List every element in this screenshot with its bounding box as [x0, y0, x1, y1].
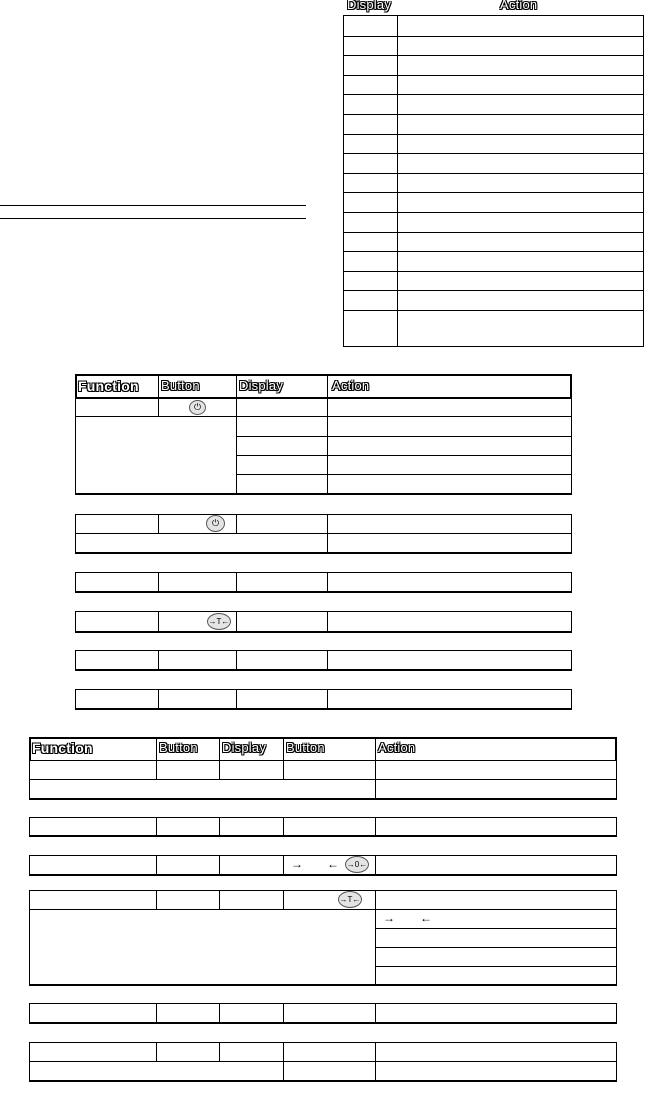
table2-group-tare-row	[375, 947, 617, 948]
table1-row-left	[75, 416, 76, 495]
table1-row-left	[75, 398, 76, 416]
table1-group-tare-row	[75, 631, 572, 633]
top-table-row	[344, 153, 643, 154]
table2-group-6-row	[29, 1061, 617, 1062]
table2-group-6-col	[283, 1061, 284, 1080]
table2-group-2-row	[29, 835, 617, 837]
table1-row	[75, 416, 572, 417]
top-table-row	[344, 75, 643, 76]
table2-group-2-left	[29, 817, 30, 835]
table2-group-zero-col	[156, 855, 157, 874]
table1-group-6-col	[158, 689, 159, 708]
table1-group-tare-col	[236, 611, 237, 631]
table1-group-power-col	[158, 514, 159, 533]
table2-header-action: Action	[378, 740, 416, 755]
table1-group-6-left	[75, 689, 76, 708]
table2-group-6-top	[29, 1042, 617, 1043]
table1-group-power-left	[75, 514, 76, 533]
table1-header-action: Action	[332, 378, 370, 393]
table2-header-button2: Button	[286, 740, 325, 755]
table2-header-div4	[375, 737, 376, 761]
table1-group-5-row	[75, 669, 572, 671]
table2-group-zero-left	[29, 855, 30, 874]
top-table-row	[344, 36, 643, 37]
table2-group-1-col	[283, 761, 284, 779]
table1-group-3-col	[158, 572, 159, 591]
table2-group-5-row	[29, 1022, 617, 1024]
table1-group-6-right	[571, 689, 572, 708]
power-icon: ⏻	[206, 515, 225, 532]
table2-group-tare-top	[29, 890, 617, 891]
table2-group-6-right	[616, 1061, 617, 1080]
power-icon: ⏻	[189, 400, 206, 415]
table2-group-tare-col	[156, 890, 157, 909]
table2-group-1-col	[156, 761, 157, 779]
table1-group-power-row	[75, 552, 572, 554]
table2-group-5-right	[616, 1003, 617, 1022]
table2-header-display: Display	[222, 740, 267, 755]
table1-group-power-right	[571, 533, 572, 552]
table2-group-2-top	[29, 817, 617, 818]
top-table-row	[344, 290, 643, 291]
table2-group-5-col	[219, 1003, 220, 1022]
table1-group-3-right	[571, 572, 572, 591]
table1-group-5-col	[236, 650, 237, 669]
table1-row	[236, 455, 572, 456]
table2-group-2-right	[616, 817, 617, 835]
table1-group-power-row	[75, 533, 572, 534]
table1-group-6-col	[236, 689, 237, 708]
table1-group-6-col	[327, 689, 328, 708]
table2-group-6-left	[29, 1061, 30, 1080]
table1-header-button: Button	[161, 378, 200, 393]
table2-group-2-col	[283, 817, 284, 835]
table1-group-6-row	[75, 708, 572, 710]
table2-group-2-col	[219, 817, 220, 835]
table2-group-tare-row	[375, 966, 617, 967]
tare-icon: →T←	[207, 613, 231, 630]
table1-group-5-left	[75, 650, 76, 669]
table1-group-5-top	[75, 650, 572, 651]
table2-group-6-col	[156, 1042, 157, 1061]
table2-group-1-right	[616, 761, 617, 779]
table2-group-6-row	[29, 1080, 617, 1082]
top-table-row	[344, 232, 643, 233]
table2-group-zero-row	[29, 874, 617, 876]
table2-group-6-right	[616, 1042, 617, 1061]
table2-group-6-col	[219, 1042, 220, 1061]
table2-group-zero-top	[29, 855, 617, 856]
table2-group-1-col	[375, 779, 376, 798]
table1-header-div1	[158, 374, 159, 398]
top-table	[343, 15, 644, 347]
table1-row	[236, 436, 572, 437]
table1-col	[158, 398, 159, 416]
table2-group-2-col	[375, 817, 376, 835]
table2-group-1-row	[29, 798, 617, 800]
table1-row	[75, 398, 572, 399]
arrow-right-icon: →	[291, 857, 303, 871]
table2-group-5-col	[375, 1003, 376, 1022]
table2-group-tare-row	[29, 984, 617, 986]
table2-group-5-left	[29, 1003, 30, 1022]
table1-group-3-col	[236, 572, 237, 591]
table2-header-button: Button	[159, 740, 198, 755]
top-table-row	[344, 94, 643, 95]
table1-group-tare-top	[75, 611, 572, 612]
table2-group-tare-left	[29, 909, 30, 985]
table1-col	[236, 398, 237, 416]
table1-group-5-col	[327, 650, 328, 669]
table2-group-tare-col	[375, 890, 376, 909]
table2-group-1-col	[219, 761, 220, 779]
table2-header-div3	[283, 737, 284, 761]
section-rule-top	[0, 205, 306, 206]
top-table-row	[344, 55, 643, 56]
table2-header-div2	[219, 737, 220, 761]
table1-group-rule	[75, 493, 572, 495]
table1-header-div2	[236, 374, 237, 398]
top-table-row	[344, 212, 643, 213]
table1-group-power-top	[75, 514, 572, 515]
table1-group-5-col	[158, 650, 159, 669]
table2-header-div1	[156, 737, 157, 761]
table1-group-tare-col	[327, 611, 328, 631]
top-table-header-action: Action	[500, 0, 538, 12]
top-table-row	[344, 251, 643, 252]
table2-group-1-right	[616, 779, 617, 798]
table2-group-tare-col	[219, 890, 220, 909]
table2-group-tare-row	[375, 928, 617, 929]
table1-group-6-top	[75, 689, 572, 690]
table2-group-zero-col	[219, 855, 220, 874]
top-table-row	[344, 192, 643, 193]
zero-icon: →0←	[345, 856, 369, 873]
table2-group-1-col	[375, 761, 376, 779]
table1-group-5-right	[571, 650, 572, 669]
top-table-row	[344, 114, 643, 115]
table1-group-power-col	[327, 514, 328, 533]
table2-group-6-left	[29, 1042, 30, 1061]
table1-group-power-right	[571, 514, 572, 533]
arrow-left-icon: ←	[327, 857, 339, 871]
top-table-row	[344, 310, 643, 311]
table2-group-zero-col	[375, 855, 376, 874]
table2-group-tare-col	[283, 890, 284, 909]
table2-group-6-col	[283, 1042, 284, 1061]
table1-group-3-top	[75, 572, 572, 573]
table2-header-function: Function	[32, 740, 93, 756]
arrow-right-icon: →	[383, 911, 395, 925]
table1-group-tare-left	[75, 611, 76, 631]
table2-group-tare-right	[616, 890, 617, 909]
table2-group-5-top	[29, 1003, 617, 1004]
table2-group-6-col	[375, 1042, 376, 1061]
top-table-row	[344, 134, 643, 135]
top-table-col-divider	[397, 16, 398, 347]
arrow-left-icon: ←	[420, 911, 432, 925]
table1-header-function: Function	[78, 378, 139, 394]
tare-icon: →T←	[338, 891, 362, 908]
table1-group-tare-col	[158, 611, 159, 631]
table1-group-3-col	[327, 572, 328, 591]
table1-header-div3	[327, 374, 328, 398]
table2-group-zero-col	[283, 855, 284, 874]
table1-group-3-left	[75, 572, 76, 591]
table2-group-2-col	[156, 817, 157, 835]
table2-group-tare-left	[29, 890, 30, 909]
table1-group-3-row	[75, 591, 572, 593]
table1-group-power-left	[75, 533, 76, 552]
table1-header-frame	[75, 374, 572, 398]
table2-group-6-col	[375, 1061, 376, 1080]
table1-header-display: Display	[239, 378, 284, 393]
table2-group-5-col	[283, 1003, 284, 1022]
table1-group-tare-right	[571, 611, 572, 631]
table2-group-1-row	[29, 779, 617, 780]
top-table-row	[344, 173, 643, 174]
table2-group-tare-row	[29, 909, 617, 910]
top-table-header-display: Display	[347, 0, 392, 12]
table2-group-5-col	[156, 1003, 157, 1022]
top-table-row	[344, 271, 643, 272]
table1-group-power-col	[327, 533, 328, 552]
table2-group-1-left	[29, 779, 30, 798]
table1-row	[236, 474, 572, 475]
table1-group-power-col	[236, 514, 237, 533]
table1-col	[327, 398, 328, 416]
section-rule-bottom	[0, 218, 306, 219]
table2-group-1-left	[29, 761, 30, 779]
table2-group-zero-right	[616, 855, 617, 874]
table1-row-right	[571, 398, 572, 416]
